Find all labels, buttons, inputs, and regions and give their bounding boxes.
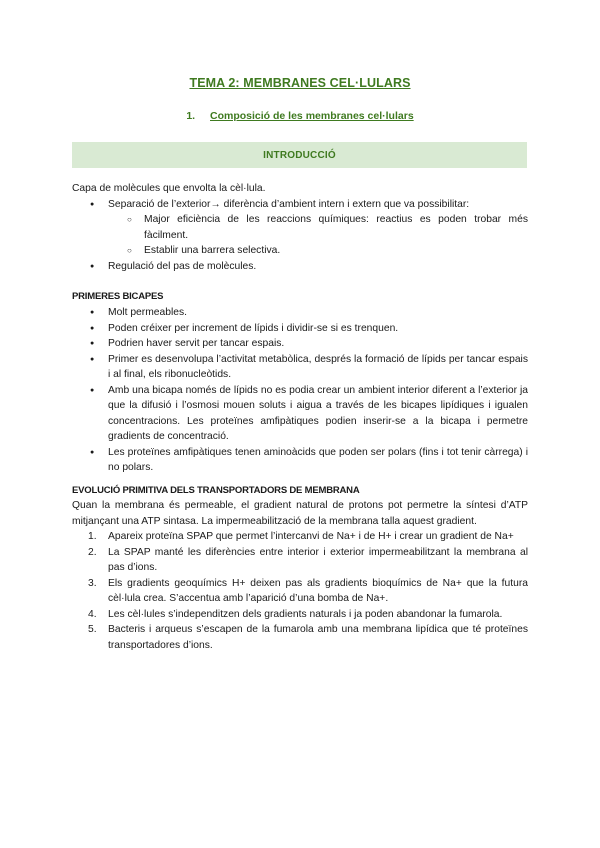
item-text: La SPAP manté les diferències entre interior i exterior impermeabilitzant la membrana al pas d’ions. xyxy=(108,546,528,573)
item-text: Els gradients geoquímics H+ deixen pas als gradients bioquímics de Na+ que la futura cèl·lula crea. S’accentua amb l’aparició d’una bomba de Na+. xyxy=(108,577,528,604)
page-title: TEMA 2: MEMBRANES CEL·LULARS xyxy=(189,76,411,90)
list-item: ● Les proteïnes amfipàtiques tenen aminoàcids que poden ser polars (fins i tot tenir càrrega) i no polars. xyxy=(72,445,528,476)
item-number: 4. xyxy=(88,608,97,620)
intro-section xyxy=(72,181,528,274)
item-text: Bacteris i arqueus s’escapen de la fumarola amb una membrana lipídica que té proteïnes transportadores d’ions. xyxy=(108,624,528,651)
intro-lead: Capa de molècules que envolta la cèl·lula. xyxy=(72,183,266,194)
list-item xyxy=(72,545,528,576)
primeres-bicapes-list xyxy=(72,305,528,476)
evolucio-numbered-list xyxy=(72,529,528,653)
item-text: Les cèl·lules s’independitzen dels gradients naturals i ja poden abandonar la fumarola. xyxy=(108,608,503,620)
list-item xyxy=(72,529,528,545)
item-number: 5. xyxy=(88,624,97,635)
list-item: ● Molt permeables. xyxy=(72,305,528,321)
intro-bullet-list xyxy=(72,197,528,213)
primeres-bicapes-heading: PRIMERES BICAPES xyxy=(72,291,164,302)
section-title: Composició de les membranes cel·lulars xyxy=(210,110,414,122)
list-item xyxy=(72,576,528,607)
evolucio-heading: EVOLUCIÓ PRIMITIVA DELS TRANSPORTADORS DE MEMBRANA xyxy=(72,485,360,496)
list-item xyxy=(72,622,528,653)
item-number: 3. xyxy=(88,577,97,589)
list-item: ● Amb una bicapa només de lípids no es podia crear un ambient interior diferent a l’exterior ja que la difusió i l’osmosi mouen soluts i aigua a través de les bicapes lipídiques i igualen concentracions. Les proteïnes amfipàtiques podien inserir-se a la bicapa i permetre gradients de concentració. xyxy=(72,383,528,445)
primeres-bicapes-section xyxy=(72,305,528,476)
section-number: 1. xyxy=(186,110,196,122)
section-heading xyxy=(0,110,600,122)
list-item: ● Separació de l’exterior→ diferència d’ambient intern i extern que va possibilitar: xyxy=(72,197,528,213)
intro-label: INTRODUCCIÓ xyxy=(263,149,336,161)
intro-bullet-list-2 xyxy=(72,259,528,275)
list-item: ○ Establir una barrera selectiva. xyxy=(72,243,528,259)
list-item: ● Podrien haver servit per tancar espais. xyxy=(72,336,528,352)
item-number: 1. xyxy=(88,531,97,542)
item-number: 2. xyxy=(88,546,97,558)
list-item: ● Poden créixer per increment de lípids i dividir-se si es trenquen. xyxy=(72,321,528,337)
list-item xyxy=(72,607,528,623)
evolucio-section xyxy=(72,498,528,653)
item-text: Apareix proteïna SPAP que permet l’intercanvi de Na+ i de H+ i crear un gradient de Na+ xyxy=(108,531,514,542)
evolucio-intro: Quan la membrana és permeable, el gradient natural de protons pot permetre la síntesi d’ATP mitjançant una ATP sintasa. La impermeabilització de la membrana talla aquest gradient. xyxy=(72,500,528,527)
list-item: ● Regulació del pas de molècules. xyxy=(72,259,528,275)
intro-banner xyxy=(72,142,527,168)
intro-sub-bullet-list xyxy=(72,212,528,259)
list-item: ● Primer es desenvolupa l’activitat metabòlica, després la formació de lípids per tancar espais i al final, els ribonucleòtids. xyxy=(72,352,528,383)
list-item: ○ Major eficiència de les reaccions químiques: reactius es poden trobar més fàcilment. xyxy=(72,212,528,243)
